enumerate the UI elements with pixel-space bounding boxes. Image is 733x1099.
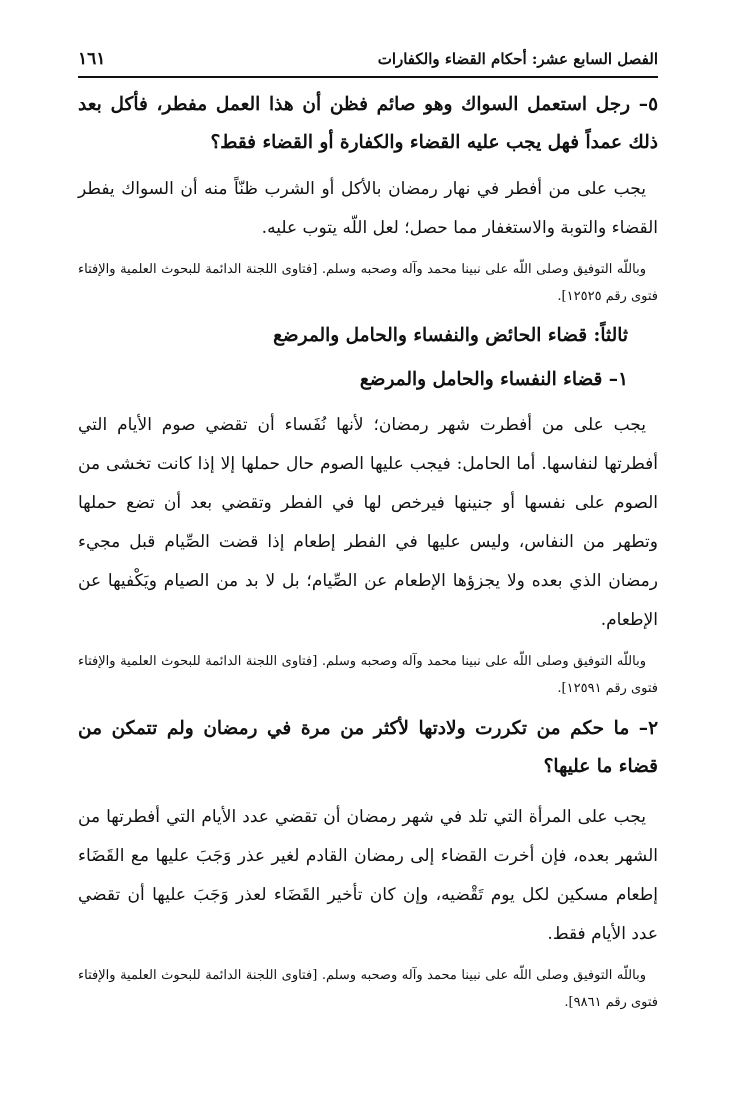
answer-5: يجب على من أفطر في نهار رمضان بالأكل أو الشرب ظنّاً منه أن السواك يفطر القضاء والتوبة والاستغفار مما حصل؛ لعل اللّه يتوب عليه. xyxy=(78,179,658,238)
page-number: ١٦١ xyxy=(78,49,106,69)
page-content xyxy=(78,86,658,1016)
answer-2: يجب على المرأة التي تلد في شهر رمضان أن تقضي عدد الأيام التي أفطرتها من الشهر بعده، فإن أخرت القضاء إلى رمضان القادم لغير عذر وَجَبَ عليها مع القَضَاء إطعام مسكين لكل يوم تَقْضيه، وإن كان تأخير القَضَاء لعذر وَجَبَ عليها أن تقضي عدد الأيام فقط. xyxy=(78,807,658,944)
answer-sub1: يجب على من أفطرت شهر رمضان؛ لأنها نُفَساء أن تقضي صوم الأيام التي أفطرتها لنفاسها. أما الحامل: فيجب عليها الصوم حال حملها إلا إذا كانت تخشى من الصوم على نفسها أو جنينها فيرخص لها في الفطر وتقضي بعد أن تضع حملها وتطهر من النفاس، وليس عليها في الفطر إطعام إذا قضت الصِّيام قبل مجيء رمضان الذي بعده ولا يجزؤها الإطعام عن الصِّيام؛ بل لا بد من الصيام ويَكْفيها عن الإطعام. xyxy=(78,415,658,630)
running-head xyxy=(78,46,658,72)
fatwa-reference-sub1: وباللّه التوفيق وصلى اللّه على نبينا محمد وآله وصحبه وسلم. [فتاوى اللجنة الدائمة للبحوث العلمية والإفتاء فتوى رقم ١٢٥٩١]. xyxy=(78,654,658,696)
question-2: ٢– ما حكم من تكررت ولادتها لأكثر من مرة في رمضان ولم تتمكن من قضاء ما عليها؟ xyxy=(78,718,658,777)
question-5: ٥– رجل استعمل السواك وهو صائم فظن أن هذا العمل مفطر، فأكل بعد ذلك عمداً فهل يجب عليه القضاء والكفارة أو القضاء فقط؟ xyxy=(78,94,658,153)
running-title: الفصل السابع عشر: أحكام القضاء والكفارات xyxy=(377,50,658,68)
header-rule xyxy=(78,76,658,78)
fatwa-reference-2: وباللّه التوفيق وصلى اللّه على نبينا محمد وآله وصحبه وسلم. [فتاوى اللجنة الدائمة للبحوث العلمية والإفتاء فتوى رقم ٩٨٦١]. xyxy=(78,968,658,1010)
fatwa-reference-5: وباللّه التوفيق وصلى اللّه على نبينا محمد وآله وصحبه وسلم. [فتاوى اللجنة الدائمة للبحوث العلمية والإفتاء فتوى رقم ١٢٥٢٥]. xyxy=(78,262,658,304)
section-heading-3: ثالثاً: قضاء الحائض والنفساء والحامل والمرضع xyxy=(273,325,628,346)
subsection-heading-1: ١– قضاء النفساء والحامل والمرضع xyxy=(359,369,628,390)
